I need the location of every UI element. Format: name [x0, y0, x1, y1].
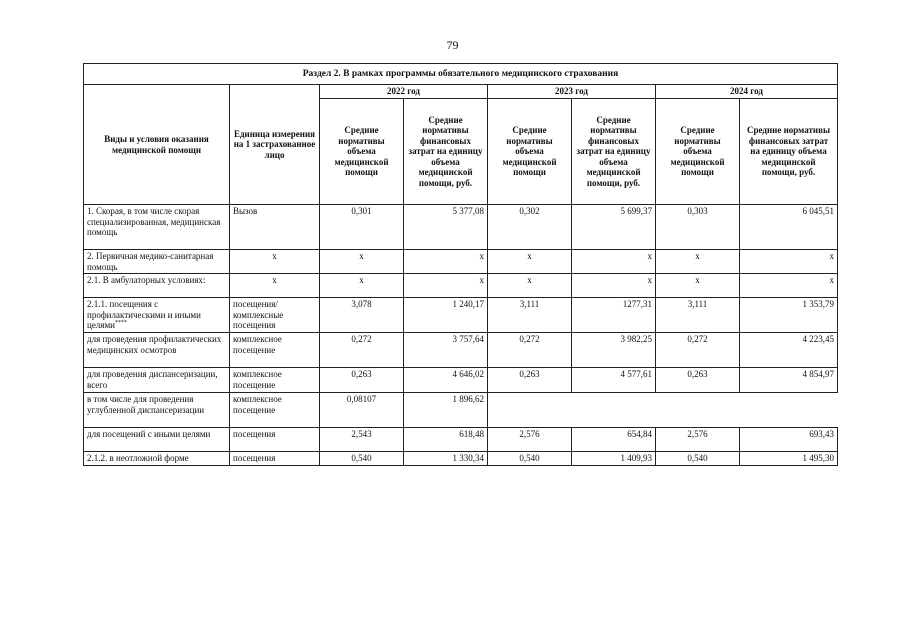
- header-volume-2023: Средние нормативы объема медицинской помощи: [488, 99, 572, 205]
- volume-2022: х: [320, 274, 404, 298]
- cost-2024: х: [740, 250, 838, 274]
- table-row: [84, 274, 838, 298]
- volume-2023: х: [488, 274, 572, 298]
- volume-2023: 0,263: [488, 368, 572, 393]
- volume-2023: 0,272: [488, 333, 572, 368]
- table-row: [84, 333, 838, 368]
- header-cost-2024: Средние нормативы финансовых затрат на единицу объема медицинской помощи, руб.: [740, 99, 838, 205]
- volume-2024: х: [656, 274, 740, 298]
- table-row: [84, 298, 838, 333]
- cost-2024: х: [740, 274, 838, 298]
- volume-2022: 0,272: [320, 333, 404, 368]
- cost-2023: 1 409,93: [572, 452, 656, 466]
- row-unit: х: [230, 274, 320, 298]
- cost-2023: х: [572, 274, 656, 298]
- row-label: 2. Первичная медико-санитарная помощь: [84, 250, 230, 274]
- header-cost-2023: Средние нормативы финансовых затрат на единицу объема медицинской помощи, руб.: [572, 99, 656, 205]
- volume-2022: 0,263: [320, 368, 404, 393]
- row-label-text: 2.1.1. посещения с профилактическими и иными целями: [87, 299, 201, 330]
- row-label: для проведения профилактических медицинских осмотров: [84, 333, 230, 368]
- table-row: [84, 250, 838, 274]
- header-volume-2024: Средние нормативы объема медицинской помощи: [656, 99, 740, 205]
- cost-2024: 1 353,79: [740, 298, 838, 333]
- cost-2024: 693,43: [740, 428, 838, 452]
- volume-2022: 2,543: [320, 428, 404, 452]
- row-unit: Вызов: [230, 205, 320, 250]
- cost-2022: 618,48: [404, 428, 488, 452]
- header-type: Виды и условия оказания медицинской помощи: [84, 85, 230, 205]
- row-label: [84, 298, 230, 333]
- table-row: [84, 368, 838, 393]
- volume-2024: 0,303: [656, 205, 740, 250]
- volume-2024: 3,111: [656, 298, 740, 333]
- row-unit: комплексное посещение: [230, 368, 320, 393]
- volume-2024: 0,263: [656, 368, 740, 393]
- row-unit: комплексное посещение: [230, 333, 320, 368]
- cost-2024: 6 045,51: [740, 205, 838, 250]
- cost-2023: 654,84: [572, 428, 656, 452]
- cost-2022: 3 757,64: [404, 333, 488, 368]
- row-unit: посещения: [230, 452, 320, 466]
- header-year-2022: 2022 год: [320, 85, 488, 99]
- cost-2023: 3 982,25: [572, 333, 656, 368]
- cost-2023: 4 577,61: [572, 368, 656, 393]
- volume-2023: 0,540: [488, 452, 572, 466]
- volume-2023: 2,576: [488, 428, 572, 452]
- volume-2022: 3,078: [320, 298, 404, 333]
- section-title: Раздел 2. В рамках программы обязательного медицинского страхования: [84, 64, 838, 85]
- volume-2022: 0,08107: [320, 393, 404, 428]
- volume-2022: х: [320, 250, 404, 274]
- header-volume-2022: Средние нормативы объема медицинской помощи: [320, 99, 404, 205]
- header-cost-2022: Средние нормативы финансовых затрат на единицу объема медицинской помощи, руб.: [404, 99, 488, 205]
- volume-2024: х: [656, 250, 740, 274]
- header-year-2024: 2024 год: [656, 85, 838, 99]
- row-label: для посещений с иными целями: [84, 428, 230, 452]
- cost-2023: 5 699,37: [572, 205, 656, 250]
- volume-2022: 0,301: [320, 205, 404, 250]
- row-label: 1. Скорая, в том числе скорая специализированная, медицинская помощь: [84, 205, 230, 250]
- volume-2023: х: [488, 250, 572, 274]
- cost-2022: 5 377,08: [404, 205, 488, 250]
- cost-2023: х: [572, 250, 656, 274]
- volume-2024: 2,576: [656, 428, 740, 452]
- table-row: [84, 205, 838, 250]
- row-label: в том числе для проведения углубленной диспансеризации: [84, 393, 230, 428]
- cost-2024: 4 223,45: [740, 333, 838, 368]
- table-row: [84, 393, 838, 428]
- page-number: 79: [446, 38, 459, 52]
- row-unit: посещения: [230, 428, 320, 452]
- table-row: [84, 452, 838, 466]
- cost-2023: 1277,31: [572, 298, 656, 333]
- volume-2024: 0,272: [656, 333, 740, 368]
- data-table: [83, 63, 838, 466]
- row-unit: х: [230, 250, 320, 274]
- table-row: [84, 428, 838, 452]
- empty-cell: [488, 393, 838, 428]
- header-year-2023: 2023 год: [488, 85, 656, 99]
- row-unit: комплексное посещение: [230, 393, 320, 428]
- footnote-marker: ****: [114, 320, 127, 326]
- cost-2022: 1 240,17: [404, 298, 488, 333]
- volume-2022: 0,540: [320, 452, 404, 466]
- volume-2024: 0,540: [656, 452, 740, 466]
- cost-2024: 1 495,30: [740, 452, 838, 466]
- cost-2022: х: [404, 274, 488, 298]
- cost-2022: 1 330,34: [404, 452, 488, 466]
- cost-2022: х: [404, 250, 488, 274]
- cost-2022: 4 646,02: [404, 368, 488, 393]
- cost-2024: 4 854,97: [740, 368, 838, 393]
- row-unit: посещения/ комплексные посещения: [230, 298, 320, 333]
- header-unit: Единица измерения на 1 застрахованное лицо: [230, 85, 320, 205]
- volume-2023: 3,111: [488, 298, 572, 333]
- row-label: для проведения диспансеризации, всего: [84, 368, 230, 393]
- row-label: 2.1.2. в неотложной форме: [84, 452, 230, 466]
- row-label: 2.1. В амбулаторных условиях:: [84, 274, 230, 298]
- cost-2022: 1 896,62: [404, 393, 488, 428]
- volume-2023: 0,302: [488, 205, 572, 250]
